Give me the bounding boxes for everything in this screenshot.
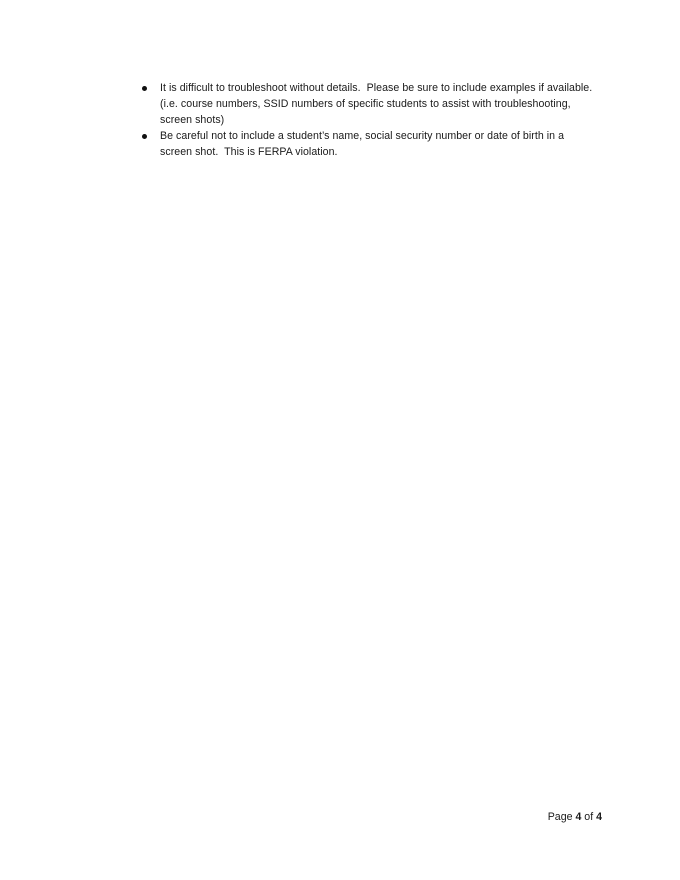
of-label: of bbox=[584, 811, 594, 823]
page-number-footer bbox=[548, 810, 602, 824]
list-item bbox=[138, 80, 598, 128]
current-page-number: 4 bbox=[575, 811, 582, 823]
list-item bbox=[138, 128, 598, 160]
page-label: Page bbox=[547, 811, 573, 823]
bullet-icon bbox=[142, 86, 147, 91]
bullet-icon bbox=[142, 134, 147, 139]
bullet-text: Be careful not to include a student’s name, social security number or date of birth in a screen shot. This is FERPA violation. bbox=[160, 130, 568, 158]
bullet-text: It is difficult to troubleshoot without details. Please be sure to include examples if available. (i.e. course numbers, SSID numbers of specific students to assist with troubleshooting, screen shots) bbox=[160, 82, 596, 126]
bullet-list bbox=[138, 80, 598, 160]
total-pages-number: 4 bbox=[596, 811, 602, 823]
